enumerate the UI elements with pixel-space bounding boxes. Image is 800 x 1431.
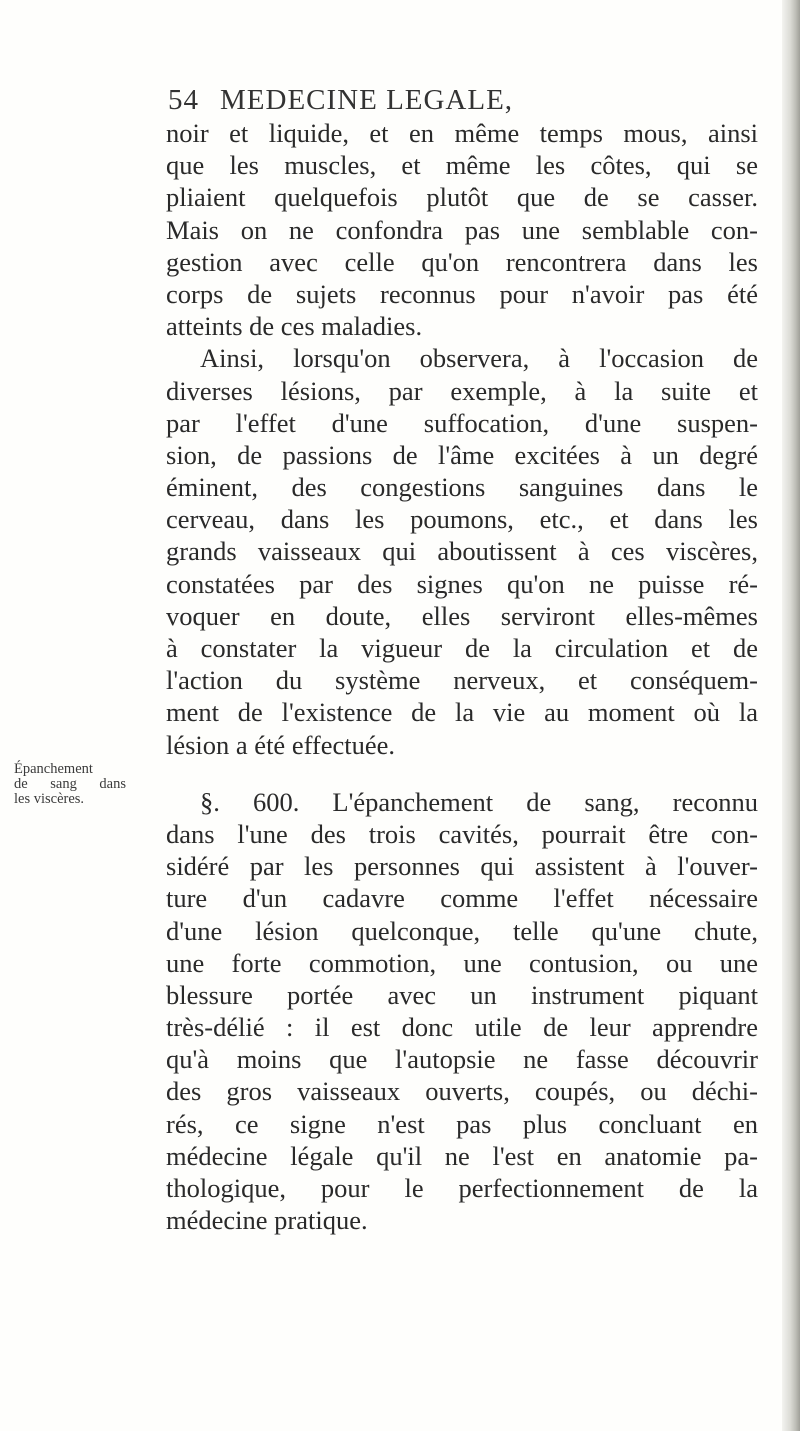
text-line: noir et liquide, et en même temps mous, ainsi <box>166 118 758 148</box>
text-line: constatées par des signes qu'on ne puisse ré- <box>166 568 758 599</box>
text-line: dans l'une des trois cavités, pourrait être con- <box>166 818 758 849</box>
text-line: qu'à moins que l'autopsie ne fasse découvrir <box>166 1044 758 1075</box>
text-line: blessure portée avec un instrument piquant <box>166 979 758 1010</box>
page-edge-shadow <box>782 0 800 1431</box>
text-line: pliaient quelquefois plutôt que de se casser. <box>166 182 758 213</box>
paragraph-1 <box>166 117 758 342</box>
text-line: médecine légale qu'il ne l'est en anatomie pa- <box>166 1140 758 1171</box>
text-line: ment de l'existence de la vie au moment où la <box>166 697 758 728</box>
text-line: thologique, pour le perfectionnement de la <box>166 1173 758 1203</box>
text-line: médecine pratique. <box>166 1205 368 1236</box>
text-line: Mais on ne confondra pas une semblable con- <box>166 214 758 245</box>
text-line: diverses lésions, par exemple, à la suite et <box>166 375 758 406</box>
paragraph-2 <box>166 342 758 760</box>
page-number: 54 <box>168 84 199 116</box>
paragraph-3 <box>166 786 758 1237</box>
text-line: des gros vaisseaux ouverts, coupés, ou déchi- <box>166 1076 758 1107</box>
margin-note-line: Épanchement <box>14 761 93 777</box>
text-line: sidéré par les personnes qui assistent à l'ouver- <box>166 851 758 882</box>
text-line: corps de sujets reconnus pour n'avoir pas été <box>166 278 758 309</box>
text-line: l'action du système nerveux, et conséquem- <box>166 665 758 696</box>
running-header <box>168 84 628 120</box>
text-line: cerveau, dans les poumons, etc., et dans les <box>166 504 758 535</box>
text-line: lésion a été effectuée. <box>166 729 396 760</box>
text-line: atteints de ces maladies. <box>166 311 423 342</box>
section-heading-line: §. 600. L'épanchement de sang, reconnu <box>200 786 758 817</box>
running-title: MEDECINE LEGALE, <box>220 84 514 116</box>
text-line: Ainsi, lorsqu'on observera, à l'occasion de <box>200 343 758 374</box>
text-line: à constater la vigueur de la circulation et de <box>166 633 758 663</box>
body-text <box>166 117 758 1236</box>
margin-note-line: les viscères. <box>14 791 85 807</box>
text-line: éminent, des congestions sanguines dans le <box>166 472 758 503</box>
margin-note-line: de sang dans <box>14 776 126 792</box>
text-line: rés, ce signe n'est pas plus concluant en <box>166 1108 758 1139</box>
text-line: voquer en doute, elles serviront elles-mêmes <box>166 600 758 631</box>
text-line: grands vaisseaux qui aboutissent à ces viscères, <box>166 536 758 567</box>
text-line: d'une lésion quelconque, telle qu'une chute, <box>166 915 758 946</box>
text-line: gestion avec celle qu'on rencontrera dans les <box>166 246 758 277</box>
text-line: une forte commotion, une contusion, ou une <box>166 947 758 978</box>
margin-note <box>14 762 126 807</box>
text-line: très-délié : il est donc utile de leur apprendre <box>166 1012 758 1043</box>
text-line: par l'effet d'une suffocation, d'une suspen- <box>166 407 758 438</box>
text-line: ture d'un cadavre comme l'effet nécessaire <box>166 883 758 914</box>
text-line: que les muscles, et même les côtes, qui se <box>166 150 758 181</box>
text-line: sion, de passions de l'âme excitées à un degré <box>166 439 758 470</box>
